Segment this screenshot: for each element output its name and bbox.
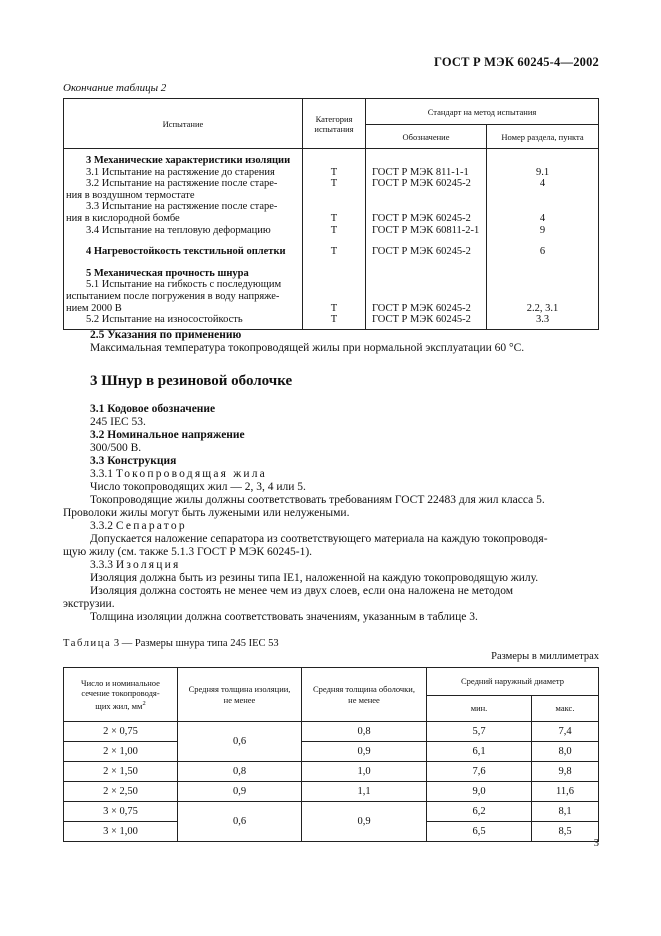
section-3-2-title: 3.2 Номинальное напряжение xyxy=(90,429,245,441)
table3-header-count-line3: щих жил, мм xyxy=(95,700,143,711)
table2-continuation-caption: Окончание таблицы 2 xyxy=(63,82,167,94)
section-3-3-2-title: Сепаратор xyxy=(115,520,187,532)
table3-min: 7,6 xyxy=(427,762,532,782)
table2-section4-title: 4 Нагревостойкость текстильной оплетки xyxy=(86,246,286,258)
section-3-2-text: 300/500 В. xyxy=(90,442,142,454)
table2-sec-3-4: 9 xyxy=(539,224,546,236)
section-3-3-2-heading xyxy=(90,520,187,533)
table-row xyxy=(64,762,599,782)
section-3-3-3-p1: Изоляция должна быть из резины типа IE1, наложенной на каждую токопроводящую жилу. xyxy=(90,572,539,584)
table3-header-count-sup: 2 xyxy=(142,699,146,707)
section-3-3-1-p2-line2: Проволоки жилы могут быть лужеными или нелужеными. xyxy=(63,507,350,519)
table3-ins: 0,8 xyxy=(178,762,302,782)
table2-sec-5-2: 3.3 xyxy=(535,314,550,326)
table2-section5-title: 5 Механическая прочность шнура xyxy=(86,267,249,279)
table3-size: 2 × 1,00 xyxy=(64,742,178,762)
table2-cat-3-2: Т xyxy=(330,178,338,190)
section-3-3-3-title: Изоляция xyxy=(115,559,181,571)
section-3-3-2-number: 3.3.2 xyxy=(90,520,113,532)
table3-caption xyxy=(63,637,279,650)
section-3-1-title: 3.1 Кодовое обозначение xyxy=(90,403,216,415)
table2-designation-column xyxy=(366,149,487,330)
table3 xyxy=(63,667,599,842)
table2-row-3-1: 3.1 Испытание на растяжение до старения xyxy=(86,166,275,178)
section-3-1-text: 245 IEC 53. xyxy=(90,416,146,428)
table2-std-3-2: ГОСТ Р МЭК 60245-2 xyxy=(372,178,471,190)
table-row xyxy=(64,742,599,762)
table2-section-column xyxy=(487,149,599,330)
table2-sec-3-2: 4 xyxy=(539,178,546,190)
table2-row-3-2-line1: 3.2 Испытание на растяжение после старе- xyxy=(86,178,278,190)
table2-row-3-2-line2: ния в воздушном термостате xyxy=(66,189,195,201)
table3-sheath: 0,9 xyxy=(302,742,427,762)
table2-row-3-3-line2: ния в кислородной бомбе xyxy=(66,212,180,224)
table3-header-count-line1: Число и номинальное xyxy=(81,677,160,688)
table3-min: 6,5 xyxy=(427,822,532,842)
table3-sheath: 0,8 xyxy=(302,722,427,742)
table2-header-designation: Обозначение xyxy=(366,125,487,149)
table2-cat-3-4: Т xyxy=(330,224,338,236)
table2-std-3-3: ГОСТ Р МЭК 60245-2 xyxy=(372,212,471,224)
table2-std-5-1: ГОСТ Р МЭК 60245-2 xyxy=(372,302,471,314)
table3-header-insulation: Средняя толщина изоляции, не менее xyxy=(178,668,302,722)
table3-min: 6,2 xyxy=(427,802,532,822)
table3-header-count xyxy=(64,668,178,722)
table2-cat-5-2: Т xyxy=(330,314,338,326)
page-number: 3 xyxy=(593,838,599,849)
table2-section3-title: 3 Механические характеристики изоляции xyxy=(86,155,291,166)
table-row xyxy=(64,782,599,802)
table2-test-column xyxy=(64,149,303,330)
table2-category-column xyxy=(303,149,366,330)
table2-header-test: Испытание xyxy=(64,99,303,149)
table3-size: 2 × 2,50 xyxy=(64,782,178,802)
table3-size: 3 × 0,75 xyxy=(64,802,178,822)
table-row xyxy=(64,802,599,822)
table3-max: 9,8 xyxy=(532,762,599,782)
table2-row-3-3-line1: 3.3 Испытание на растяжение после старе- xyxy=(86,201,278,213)
section-3-3-1-p2-line1: Токопроводящие жилы должны соответствовать требованиям ГОСТ 22483 для жил класса 5. xyxy=(90,494,545,506)
table2 xyxy=(63,98,599,330)
table3-max: 8,1 xyxy=(532,802,599,822)
table3-ins: 0,6 xyxy=(178,722,302,762)
table3-units: Размеры в миллиметрах xyxy=(491,651,599,662)
section-3-3-2-p-line1: Допускается наложение сепаратора из соответствующего материала на каждую токопроводя- xyxy=(90,533,548,545)
table3-max: 8,5 xyxy=(532,822,599,842)
section-3-3-3-p2-line2: экструзии. xyxy=(63,598,115,610)
table2-std-5-2: ГОСТ Р МЭК 60245-2 xyxy=(372,314,471,326)
table3-caption-word: Таблица xyxy=(63,638,112,649)
table3-size: 2 × 1,50 xyxy=(64,762,178,782)
table2-std-4: ГОСТ Р МЭК 60245-2 xyxy=(372,246,471,258)
section-3-3-3-p3: Толщина изоляции должна соответствовать значениям, указанным в таблице 3. xyxy=(90,611,478,623)
table2-row-5-1-line1: 5.1 Испытание на гибкость с последующим xyxy=(86,279,282,291)
table3-max: 11,6 xyxy=(532,782,599,802)
table2-std-3-1: ГОСТ Р МЭК 811-1-1 xyxy=(372,166,469,178)
table2-cat-3-1: Т xyxy=(330,166,338,178)
table2-std-3-4: ГОСТ Р МЭК 60811-2-1 xyxy=(372,224,480,236)
table2-header-category: Категория испытания xyxy=(303,99,366,149)
table3-min: 6,1 xyxy=(427,742,532,762)
table3-header-sheath: Средняя толщина оболочки, не менее xyxy=(302,668,427,722)
section-3-3-1-title: Токопроводящая жила xyxy=(115,468,267,480)
table2-cat-5-1: Т xyxy=(330,302,338,314)
table3-ins: 0,9 xyxy=(178,782,302,802)
table2-sec-3-1: 9.1 xyxy=(535,166,550,178)
section-3-3-title: 3.3 Конструкция xyxy=(90,455,177,467)
table3-header-diameter: Средний наружный диаметр xyxy=(427,668,599,696)
table3-caption-rest: 3 — Размеры шнура типа 245 IEC 53 xyxy=(113,638,279,649)
section-3-3-1-number: 3.3.1 xyxy=(90,468,113,480)
table3-ins: 0,6 xyxy=(178,802,302,842)
section-3-3-2-p-line2: щую жилу (см. также 5.1.3 ГОСТ Р МЭК 60245-1). xyxy=(63,546,313,558)
table3-size: 2 × 0,75 xyxy=(64,722,178,742)
table3-max: 8,0 xyxy=(532,742,599,762)
table3-header-count-line2: сечение токопроводя- xyxy=(81,688,160,699)
table2-cat-4: Т xyxy=(330,246,338,258)
section-3-3-1-heading xyxy=(90,468,267,481)
section-2-5-title: 2.5 Указания по применению xyxy=(90,329,242,341)
table3-min: 5,7 xyxy=(427,722,532,742)
table3-max: 7,4 xyxy=(532,722,599,742)
table3-sheath: 0,9 xyxy=(302,802,427,842)
table2-sec-3-3: 4 xyxy=(539,212,546,224)
section-3-3-3-number: 3.3.3 xyxy=(90,559,113,571)
table2-header-section: Номер раздела, пункта xyxy=(487,125,599,149)
table2-header-standard: Стандарт на метод испытания xyxy=(366,99,599,125)
table2-row-3-4: 3.4 Испытание на тепловую деформацию xyxy=(86,224,271,236)
section-3-3-3-p2-line1: Изоляция должна состоять не менее чем из двух слоев, если она наложена не методом xyxy=(90,585,514,597)
table3-sheath: 1,1 xyxy=(302,782,427,802)
table2-sec-4: 6 xyxy=(539,246,546,258)
table3-size: 3 × 1,00 xyxy=(64,822,178,842)
table3-header-min: мин. xyxy=(427,696,532,722)
table2-row-5-2: 5.2 Испытание на износостойкость xyxy=(86,314,243,326)
table2-cat-3-3: Т xyxy=(330,212,338,224)
document-code: ГОСТ Р МЭК 60245-4—2002 xyxy=(434,55,599,69)
table3-header-max: макс. xyxy=(532,696,599,722)
section-3-3-3-heading xyxy=(90,559,180,572)
table3-min: 9,0 xyxy=(427,782,532,802)
section-2-5-text: Максимальная температура токопроводящей жилы при нормальной эксплуатации 60 °С. xyxy=(90,342,525,354)
table-row xyxy=(64,722,599,742)
table2-row-5-1-line3: нием 2000 В xyxy=(66,302,122,314)
table3-sheath: 1,0 xyxy=(302,762,427,782)
section-3-heading: 3 Шнур в резиновой оболочке xyxy=(90,373,293,389)
table2-sec-5-1: 2.2, 3.1 xyxy=(526,302,559,314)
table2-row-5-1-line2: испытанием после погружения в воду напряже- xyxy=(66,290,280,302)
section-3-3-1-p1: Число токопроводящих жил — 2, 3, 4 или 5. xyxy=(90,481,306,493)
